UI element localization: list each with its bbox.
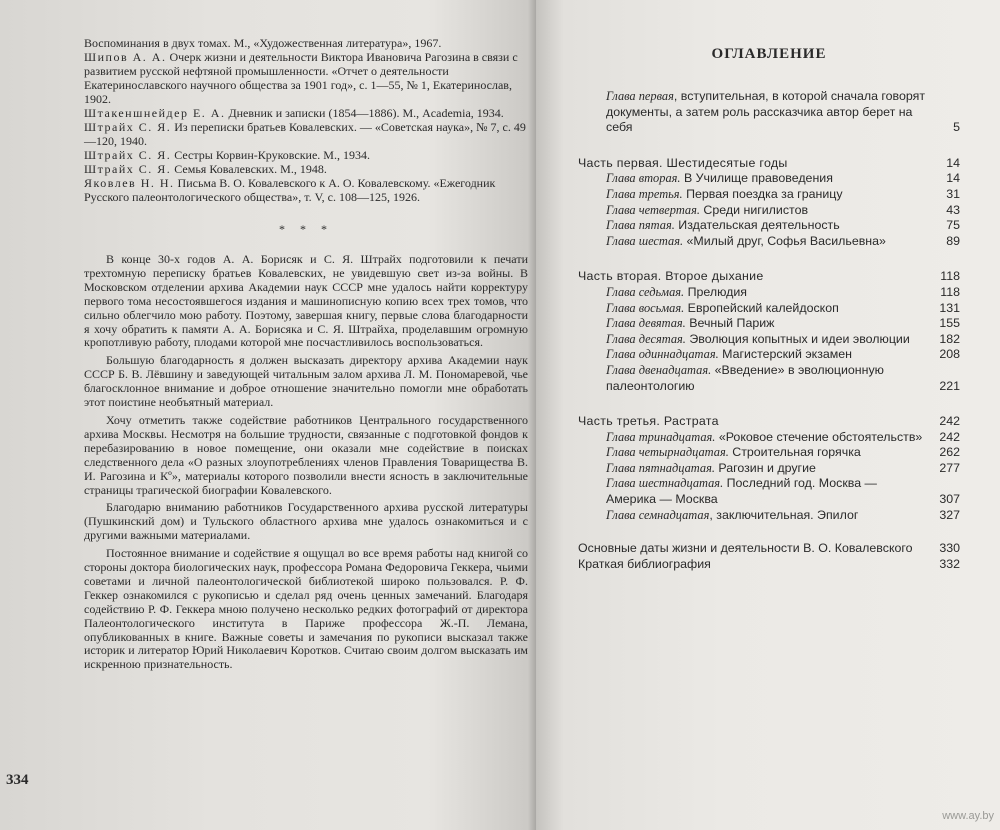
chapter-title: Европейский калейдоскоп xyxy=(684,300,839,315)
page-ref: 5 xyxy=(953,120,960,135)
chapter-title: «Введение» в эволюционную палеонтологию xyxy=(606,362,884,393)
chapter-label: Глава пятнадцатая. xyxy=(606,460,715,475)
toc-chapter-entry xyxy=(578,285,960,301)
entry-text xyxy=(578,414,926,430)
bibliography-text: Воспоминания в двух томах. М., «Художественная литература», 1967. xyxy=(84,36,442,50)
page-ref: 131 xyxy=(939,300,960,315)
part-title: Часть первая. Шестидесятые годы xyxy=(578,155,788,170)
page-ref: 118 xyxy=(940,284,960,299)
page-ref: 182 xyxy=(939,331,960,346)
chapter-title: «Милый друг, Софья Васильевна» xyxy=(683,233,886,248)
entry-text xyxy=(606,430,926,446)
toc-chapter-entry xyxy=(578,332,960,348)
bibliography-item xyxy=(84,148,528,162)
bibliography-author: Штрайх С. Я. xyxy=(84,148,172,162)
bibliography-text: Дневник и записки (1854—1886). М., Academia, 1934. xyxy=(225,106,504,120)
toc-appendix-entry xyxy=(578,541,960,557)
entry-text xyxy=(606,332,926,348)
page-ref: 14 xyxy=(946,155,960,170)
entry-text xyxy=(578,156,926,172)
entry-text xyxy=(606,301,926,317)
chapter-title: Основные даты жизни и деятельности В. О. Ковалевского xyxy=(578,541,913,556)
chapter-label: Глава шестнадцатая. xyxy=(606,476,724,491)
page-number: 334 xyxy=(6,772,29,788)
chapter-label: Глава третья. xyxy=(606,186,683,201)
page-ref: 221 xyxy=(939,378,960,393)
entry-text xyxy=(606,476,926,507)
toc-part-entry xyxy=(578,269,960,285)
toc-chapter-entry xyxy=(578,363,960,394)
chapter-label: Глава двенадцатая. xyxy=(606,362,712,377)
chapter-label: Глава седьмая. xyxy=(606,284,685,299)
page-ref: 75 xyxy=(946,218,960,233)
toc-part-entry xyxy=(578,414,960,430)
toc-chapter-entry xyxy=(578,461,960,477)
page-ref: 118 xyxy=(940,269,960,284)
toc-chapter-entry xyxy=(578,316,960,332)
chapter-label: Глава первая xyxy=(606,89,674,103)
chapter-label: Глава тринадцатая. xyxy=(606,429,716,444)
entry-text xyxy=(606,203,926,219)
bibliography-author: Штрайх С. Я. xyxy=(84,162,172,176)
toc-chapter-entry xyxy=(578,430,960,446)
chapter-title: , вступительная, в которой сначала говорят документы, а затем роль рассказчика автор берет на себя xyxy=(606,89,926,135)
chapter-label: Глава вторая. xyxy=(606,171,681,186)
chapter-title: Первая поездка за границу xyxy=(682,186,843,201)
chapter-label: Глава одиннадцатая. xyxy=(606,347,719,362)
table-of-contents xyxy=(578,89,960,572)
bibliography-item xyxy=(84,50,528,106)
chapter-label: Глава восьмая. xyxy=(606,300,685,315)
chapter-title: Краткая библиография xyxy=(578,556,711,571)
acknowledgements xyxy=(84,253,528,672)
page-ref: 332 xyxy=(939,556,960,571)
chapter-title: Вечный Париж xyxy=(685,316,775,331)
toc-title: ОГЛАВЛЕНИЕ xyxy=(711,46,827,62)
toc-appendix-entry xyxy=(578,557,960,573)
chapter-title: Магистерский экзамен xyxy=(718,347,853,362)
chapter-title: Рагозин и другие xyxy=(714,460,816,475)
page-ref: 43 xyxy=(946,202,960,217)
chapter-label: Глава девятая. xyxy=(606,316,686,331)
entry-text xyxy=(606,508,926,524)
page-ref: 327 xyxy=(939,507,960,522)
paragraph: Большую благодарность я должен высказать директору архива Академии наук СССР Б. В. Лёвшину и заведующей читальным залом архива Л. М. Пономаревой, чье благосклонное внимание и доброе отношение значительно помогли мне обработать этот поистине необъятный материал. xyxy=(84,353,528,410)
toc-chapter-entry xyxy=(578,203,960,219)
bibliography-text: Сестры Корвин-Круковские. М., 1934. xyxy=(171,148,370,162)
bibliography-item xyxy=(84,176,528,204)
page-ref: 208 xyxy=(939,347,960,362)
page-ref: 277 xyxy=(939,460,960,475)
page-ref: 89 xyxy=(946,233,960,248)
chapter-label: Глава четырнадцатая. xyxy=(606,445,729,460)
chapter-title: , заключительная. Эпилог xyxy=(709,507,859,522)
chapter-title: «Роковое стечение обстоятельств» xyxy=(715,429,923,444)
page-ref: 242 xyxy=(939,414,960,429)
bibliography-text: Семья Ковалевских. М., 1948. xyxy=(171,162,327,176)
chapter-title: Среди нигилистов xyxy=(699,202,809,217)
page-ref: 242 xyxy=(939,429,960,444)
bibliography-item xyxy=(84,162,528,176)
bibliography-author: Яковлев Н. Н. xyxy=(84,176,175,190)
bibliography-text: Письма В. О. Ковалевского к А. О. Ковалевскому. «Ежегодник Русского палеонтологического общества», т. V, с. 108—125, 1926. xyxy=(84,176,496,204)
entry-text xyxy=(606,187,926,203)
watermark: www.ay.by xyxy=(942,810,994,822)
chapter-label: Глава десятая. xyxy=(606,331,686,346)
toc-chapter-entry xyxy=(578,218,960,234)
entry-text xyxy=(578,541,926,557)
toc-chapter-entry xyxy=(578,171,960,187)
bibliography-author: Шипов А. А. xyxy=(84,50,167,64)
entry-text xyxy=(606,445,926,461)
right-page xyxy=(536,0,1000,830)
entry-text xyxy=(578,557,926,573)
toc-chapter-entry xyxy=(578,301,960,317)
entry-text xyxy=(606,171,926,187)
page-ref: 31 xyxy=(946,186,960,201)
toc-chapter-entry xyxy=(578,234,960,250)
bibliography-author: Штакеншнейдер Е. А. xyxy=(84,106,226,120)
part-title: Часть вторая. Второе дыхание xyxy=(578,269,764,284)
page-ref: 14 xyxy=(946,171,960,186)
entry-text xyxy=(606,363,926,394)
chapter-label: Глава семнадцатая xyxy=(606,507,710,522)
chapter-title: Прелюдия xyxy=(684,284,747,299)
bibliography-item xyxy=(84,120,528,148)
toc-chapter-entry xyxy=(578,445,960,461)
chapter-label: Глава шестая. xyxy=(606,233,684,248)
page-ref: 262 xyxy=(939,445,960,460)
entry-text xyxy=(578,269,926,285)
bibliography-item xyxy=(84,36,528,50)
chapter-label: Глава пятая. xyxy=(606,218,675,233)
toc-intro-entry xyxy=(578,89,960,136)
chapter-label: Глава четвертая. xyxy=(606,202,700,217)
entry-text xyxy=(606,461,926,477)
bibliography-item xyxy=(84,106,528,120)
part-title: Часть третья. Растрата xyxy=(578,414,719,429)
entry-text xyxy=(606,347,926,363)
page-ref: 330 xyxy=(939,541,960,556)
chapter-title: Эволюция копытных и идеи эволюции xyxy=(685,331,910,346)
bibliography-author: Штрайх С. Я. xyxy=(84,120,172,134)
paragraph: Хочу отметить также содействие работников Центрального государственного архива Москвы. Несмотря на большие трудности, связанные с подготовкой фондов к перебазированию в новое помещение, они оказали мне содействие в поисках следственного дела «О разных злоупотреблениях членов Правления Товарищества В. И. Рагозина и Кº», материалы которого позволили внести ясность в заключительные страницы трагической биографии Ковалевского. xyxy=(84,412,528,497)
chapter-title: Строительная горячка xyxy=(728,445,861,460)
chapter-title: Последний год. Москва — Америка — Москва xyxy=(606,476,877,507)
entry-text xyxy=(606,218,926,234)
paragraph: Благодарю вниманию работников Государственного архива русской литературы (Пушкинский дом) и Тульского областного архива мне удалось ознакомиться и с другими важными материалами. xyxy=(84,500,528,543)
toc-chapter-entry xyxy=(578,508,960,524)
page-ref: 155 xyxy=(939,316,960,331)
bibliography-text: Очерк жизни и деятельности Виктора Ивановича Рагозина в связи с развитием русской нефтяной промышленности. «Отчет о деятельности Екатеринославского научного общества за 1901 год», с. 1—55, № 1, Екатеринослав, 1902. xyxy=(84,50,518,106)
toc-chapter-entry xyxy=(578,476,960,507)
page-ref: 307 xyxy=(939,492,960,507)
section-separator: * * * xyxy=(279,222,333,236)
toc-chapter-entry xyxy=(578,347,960,363)
bibliography-list xyxy=(84,36,528,204)
paragraph: В конце 30-х годов А. А. Борисяк и С. Я. Штрайх подготовили к печати трехтомную переписку братьев Ковалевских, не увидевшую свет из-за войны. В Московском отделении архива Академии наук СССР мне удалось найти корректуру первого тома несостоявшегося издания и машинописную копию всех трех томов, что сильно облегчило мою работу. Поэтому, завершая книгу, первые слова благодарности я хочу обратить к памяти А. А. Борисяка и С. Я. Штрайха, проделавшим огромную кропотливую работу, плодами которой мне посчастливилось воспользоваться. xyxy=(84,252,528,350)
bibliography-text: Из переписки братьев Ковалевских. — «Советская наука», № 7, с. 49—120, 1940. xyxy=(84,120,526,148)
entry-text xyxy=(606,234,926,250)
toc-part-entry xyxy=(578,156,960,172)
chapter-title: В Училище правоведения xyxy=(680,171,833,186)
toc-chapter-entry xyxy=(578,187,960,203)
chapter-title: Издательская деятельность xyxy=(674,218,840,233)
entry-text xyxy=(606,316,926,332)
paragraph: Постоянное внимание и содействие я ощущал во все время работы над книгой со стороны доктора биологических наук, профессора Романа Федоровича Геккера, чьими советами и личной палеонтологической библиотекой широко пользовался. Р. Ф. Геккер ознакомился с рукописью и сделал ряд очень ценных замечаний. Благодаря содействию Р. Ф. Геккера мною получено несколько редких фотографий от директора Палеонтологического института в Париже профессора Ж.-П. Лемана, опубликованных в книге. Важные советы и замечания по рукописи высказал также историк и литератор Юрий Николаевич Коротков. Считаю своим долгом высказать им искренною признательность. xyxy=(84,546,528,672)
entry-text xyxy=(606,285,926,301)
